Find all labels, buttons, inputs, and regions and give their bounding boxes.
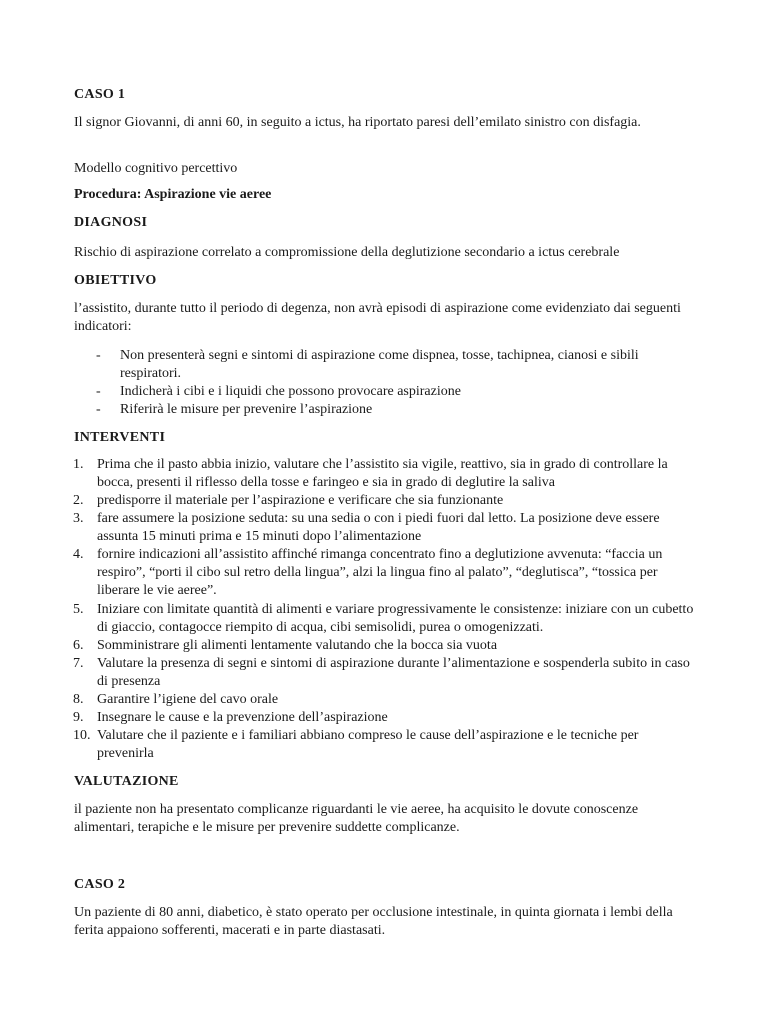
list-item — [73, 691, 697, 709]
item-number: 9. — [73, 710, 84, 725]
caso2-intro: Un paziente di 80 anni, diabetico, è stato operato per occlusione intestinale, in quinta giornata i lembi della ferita appaiono sofferenti, macerati e in parte diastasati. — [74, 905, 673, 938]
list-item-text: Insegnare le cause e la prevenzione dell’aspirazione — [97, 710, 388, 725]
caso2-title: CASO 2 — [74, 877, 126, 892]
obiettivo-heading: OBIETTIVO — [74, 273, 157, 288]
modello-label: Modello cognitivo percettivo — [74, 161, 238, 176]
interventi-heading: INTERVENTI — [74, 430, 166, 445]
item-number: 4. — [73, 547, 84, 562]
list-item-text: Indicherà i cibi e i liquidi che possono provocare aspirazione — [120, 384, 461, 399]
list-item — [96, 347, 700, 383]
list-item-text: Valutare che il paziente e i familiari abbiano compreso le cause dell’aspirazione e le tecniche per prevenirla — [97, 728, 639, 761]
list-item — [73, 492, 697, 510]
list-item-text: Non presenterà segni e sintomi di aspirazione come dispnea, tosse, tachipnea, cianosi e sibili respiratori. — [120, 348, 639, 381]
item-number: 3. — [73, 511, 84, 526]
list-item-text: Valutare la presenza di segni e sintomi di aspirazione durante l’alimentazione e sospenderla subito in caso di presenza — [97, 656, 690, 689]
list-item-text: Garantire l’igiene del cavo orale — [97, 692, 279, 707]
list-item — [73, 456, 697, 492]
item-number: 5. — [73, 602, 84, 617]
list-item-text: fornire indicazioni all’assistito affinché rimanga concentrato fino a deglutizione avvenuta: “faccia un respiro”, “porti il cibo sul retro della lingua”, alzi la lingua fino al palato”, “deglutisca”, “tossica per liberare le vie aeree”. — [97, 547, 663, 598]
caso1-title: CASO 1 — [74, 87, 126, 102]
item-number: 7. — [73, 656, 84, 671]
obiettivo-text: l’assistito, durante tutto il periodo di degenza, non avrà episodi di aspirazione come evidenziato dai seguenti indicatori: — [74, 301, 681, 334]
valutazione-text: il paziente non ha presentato complicanze riguardanti le vie aeree, ha acquisito le dovute conoscenze alimentari, terapiche e le misure per prevenire suddette complicanze. — [74, 802, 639, 835]
list-item — [73, 546, 697, 600]
dash-marker: - — [96, 384, 101, 399]
dash-marker: - — [96, 348, 101, 363]
item-number: 8. — [73, 692, 84, 707]
list-item — [73, 709, 697, 727]
list-item — [73, 637, 697, 655]
list-item — [73, 727, 697, 763]
caso1-intro: Il signor Giovanni, di anni 60, in seguito a ictus, ha riportato paresi dell’emilato sinistro con disfagia. — [74, 115, 641, 130]
list-item-text: predisporre il materiale per l’aspirazione e verificare che sia funzionante — [97, 493, 504, 508]
diagnosi-heading: DIAGNOSI — [74, 215, 148, 230]
list-item-text: fare assumere la posizione seduta: su una sedia o con i piedi fuori dal letto. La posizione deve essere assunta 15 minuti prima e 15 minuti dopo l’alimentazione — [97, 511, 660, 544]
list-item — [96, 401, 700, 419]
list-item-text: Iniziare con limitate quantità di alimenti e variare progressivamente le consistenze: iniziare con un cubetto di giaccio, contagocce riempito di acqua, cibi semisolidi, purea o omogenizzati. — [97, 602, 694, 635]
item-number: 6. — [73, 638, 84, 653]
list-item — [73, 655, 697, 691]
list-item-text: Somministrare gli alimenti lentamente valutando che la bocca sia vuota — [97, 638, 498, 653]
list-item — [73, 510, 697, 546]
list-item-text: Riferirà le misure per prevenire l’aspirazione — [120, 402, 373, 417]
list-item — [73, 601, 697, 637]
item-number: 2. — [73, 493, 84, 508]
dash-marker: - — [96, 402, 101, 417]
item-number: 10. — [73, 728, 91, 743]
list-item — [96, 383, 700, 401]
list-item-text: Prima che il pasto abbia inizio, valutare che l’assistito sia vigile, reattivo, sia in grado di controllare la bocca, presenti il riflesso della tosse e faringeo e sia in grado di deglutire la saliva — [97, 457, 668, 490]
item-number: 1. — [73, 457, 84, 472]
valutazione-heading: VALUTAZIONE — [74, 774, 179, 789]
procedura-label: Procedura: Aspirazione vie aeree — [74, 187, 272, 202]
diagnosi-text: Rischio di aspirazione correlato a compromissione della deglutizione secondario a ictus cerebrale — [74, 245, 620, 260]
